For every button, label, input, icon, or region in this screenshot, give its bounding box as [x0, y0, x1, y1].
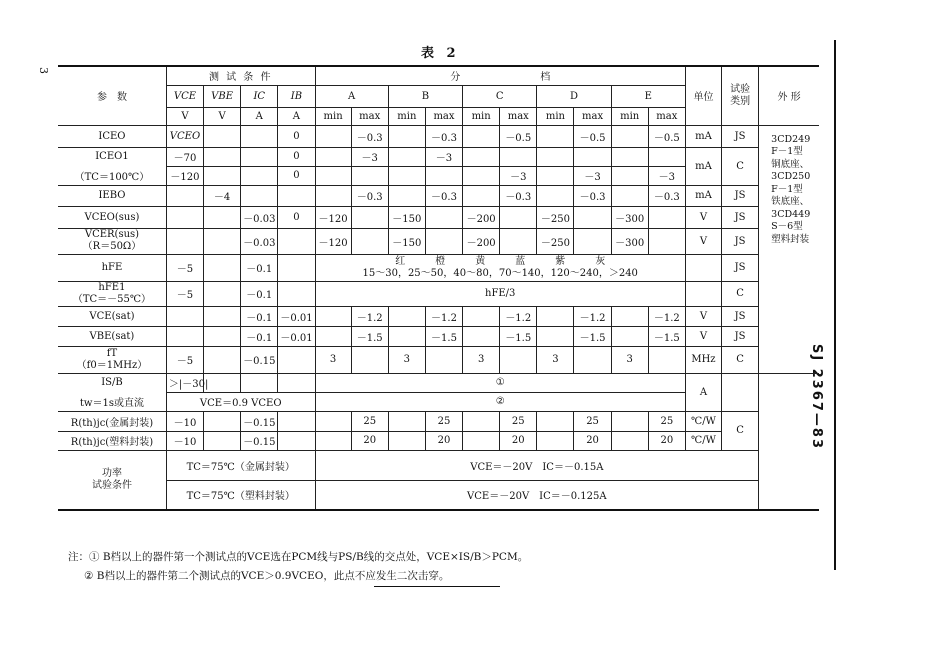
- unit-cell: V: [685, 206, 721, 228]
- grade-cell: －1.2: [351, 306, 388, 326]
- grade-cell: －1.5: [500, 326, 537, 346]
- unit-cell: [685, 281, 721, 306]
- cond-unit: A: [278, 107, 315, 125]
- cond-cell: －0.03: [241, 206, 278, 228]
- cond-cell: [241, 147, 278, 166]
- grade-cell: －0.5: [574, 125, 611, 147]
- grade-cell: －1.2: [500, 306, 537, 326]
- unit-cell: V: [685, 306, 721, 326]
- cond-cell: [278, 373, 315, 392]
- grade-cell: －150: [388, 228, 425, 254]
- max-label: max: [500, 107, 537, 125]
- param-cell: hFE: [58, 254, 166, 281]
- grade-cell: [388, 326, 425, 346]
- category-cell: [722, 373, 759, 411]
- table-row: [58, 281, 819, 306]
- cond-cell: [166, 185, 203, 206]
- cond-cell: －0.1: [241, 281, 278, 306]
- parameter-table: [58, 65, 819, 511]
- table-row: [58, 326, 819, 346]
- test-conditions-header: 测 试 条 件: [166, 66, 315, 85]
- grade-cell: [315, 166, 351, 185]
- grade-cell: [611, 147, 648, 166]
- cond-cell: [204, 281, 241, 306]
- min-label: min: [315, 107, 351, 125]
- cond-symbol: IC: [241, 85, 278, 107]
- max-label: max: [351, 107, 388, 125]
- grade-cell: －120: [315, 206, 351, 228]
- grade-cell: [611, 411, 648, 431]
- grade-cell: －120: [315, 228, 351, 254]
- grade-cell: [574, 228, 611, 254]
- param-cell: VCER(sus) （R＝50Ω）: [58, 228, 166, 254]
- table-row: [58, 411, 819, 431]
- grade-merged: ②: [315, 392, 685, 411]
- grade-cell: [315, 125, 351, 147]
- category-cell: JS: [722, 306, 759, 326]
- cond-cell: [278, 411, 315, 431]
- grade-cell: －250: [537, 228, 574, 254]
- grade-cell: 25: [648, 411, 685, 431]
- grade-cell: 25: [425, 411, 462, 431]
- end-rule: [374, 586, 500, 587]
- grade-cell: [537, 431, 574, 450]
- grade-cell: [351, 166, 388, 185]
- hfe-grade-cell: [315, 254, 685, 281]
- param-cell: VBE(sat): [58, 326, 166, 346]
- grade-letter: C: [463, 85, 537, 107]
- cond-cell: [204, 147, 241, 166]
- grade-cell: 3: [315, 346, 351, 373]
- cond-cell: [204, 306, 241, 326]
- grade-cell: [611, 166, 648, 185]
- grade-cell: －0.3: [500, 185, 537, 206]
- power-row: [58, 450, 819, 480]
- grade-cell: [315, 326, 351, 346]
- grade-cell: [463, 147, 500, 166]
- max-label: max: [574, 107, 611, 125]
- grade-cell: [351, 206, 388, 228]
- param-cell: ICEO: [58, 125, 166, 147]
- grade-cell: [315, 147, 351, 166]
- grade-cell: [315, 431, 351, 450]
- power-row: [58, 480, 819, 510]
- grade-letter: E: [611, 85, 685, 107]
- cond-symbol: VCE: [166, 85, 203, 107]
- grade-cell: [537, 147, 574, 166]
- category-cell: JS: [722, 254, 759, 281]
- cond-cell: [204, 254, 241, 281]
- cond-cell: －0.01: [278, 326, 315, 346]
- grade-merged: ①: [315, 373, 685, 392]
- cond-cell: 0: [278, 147, 315, 166]
- unit-cell: mA: [685, 185, 721, 206]
- grade-cell: －0.3: [648, 185, 685, 206]
- category-cell: JS: [722, 326, 759, 346]
- cond-cell: －0.15: [241, 346, 278, 373]
- unit-cell: A: [685, 373, 721, 411]
- min-label: min: [611, 107, 648, 125]
- unit-cell: ℃/W: [685, 411, 721, 431]
- grade-cell: －1.2: [574, 306, 611, 326]
- grade-cell: [388, 411, 425, 431]
- standard-code: SJ 2367—83: [809, 344, 824, 450]
- test-category-header: 试验 类别: [722, 66, 759, 125]
- grade-cell: [574, 147, 611, 166]
- binding-rule: [834, 40, 836, 570]
- param-cell: fT （f0＝1MHz）: [58, 346, 166, 373]
- grade-cell: [648, 228, 685, 254]
- grade-cell: －300: [611, 206, 648, 228]
- grade-cell: －1.5: [351, 326, 388, 346]
- grade-cell: [537, 166, 574, 185]
- grade-cell: [463, 411, 500, 431]
- power-label: 功率 试验条件: [58, 450, 166, 510]
- table-row: [58, 254, 819, 281]
- grade-cell: [388, 125, 425, 147]
- table-caption: 表 2: [421, 46, 460, 61]
- unit-cell: [685, 254, 721, 281]
- grade-cell: 20: [351, 431, 388, 450]
- min-label: min: [463, 107, 500, 125]
- min-label: min: [537, 107, 574, 125]
- grade-cell: －0.3: [351, 185, 388, 206]
- cond-cell: －0.1: [241, 306, 278, 326]
- grade-cell: [351, 346, 388, 373]
- cond-cell: －4: [204, 185, 241, 206]
- grade-cell: [611, 431, 648, 450]
- category-cell: JS: [722, 228, 759, 254]
- param-cell: ICEO1: [58, 147, 166, 166]
- cond-cell: －120: [166, 166, 203, 185]
- cond-cell: －0.1: [241, 254, 278, 281]
- cond-cell: VCEO: [166, 125, 203, 147]
- unit-header: 单位: [685, 66, 721, 125]
- max-label: max: [648, 107, 685, 125]
- table-row: [58, 228, 819, 254]
- cond-symbol: VBE: [204, 85, 241, 107]
- cond-cell: [241, 166, 278, 185]
- grade-cell: [315, 411, 351, 431]
- grade-cell: [388, 147, 425, 166]
- param-header: 参 数: [58, 66, 166, 125]
- cond-cell: －5: [166, 254, 203, 281]
- unit-cell: MHz: [685, 346, 721, 373]
- grade-cell: [388, 185, 425, 206]
- grade-cell: [500, 147, 537, 166]
- table-row: [58, 125, 819, 147]
- cond-cell: [204, 373, 241, 392]
- cond-cell: [166, 228, 203, 254]
- appearance-header: 外 形: [759, 66, 819, 125]
- grade-cell: [351, 228, 388, 254]
- cond-cell: －0.03: [241, 228, 278, 254]
- cond-cell: [278, 185, 315, 206]
- appearance-blank: [759, 373, 819, 510]
- grade-cell: [388, 166, 425, 185]
- grade-cell: [425, 228, 462, 254]
- cond-unit: A: [241, 107, 278, 125]
- notes: [68, 548, 528, 586]
- grade-cell: [648, 206, 685, 228]
- cond-cell: 0: [278, 206, 315, 228]
- grade-cell: 20: [574, 431, 611, 450]
- table-row: [58, 306, 819, 326]
- unit-cell: V: [685, 228, 721, 254]
- param-cell: （TC＝100℃）: [58, 166, 166, 185]
- cond-cell: －0.1: [241, 326, 278, 346]
- grade-cell: 25: [500, 411, 537, 431]
- cond-cell: 0: [278, 125, 315, 147]
- cond-symbol: IB: [278, 85, 315, 107]
- grade-cell: [500, 346, 537, 373]
- cond-merged: VCE＝0.9 VCEO: [166, 392, 315, 411]
- grade-cell: －3: [351, 147, 388, 166]
- grade-cell: [500, 206, 537, 228]
- grade-cell: －3: [648, 166, 685, 185]
- grade-cell: －1.5: [574, 326, 611, 346]
- cond-unit: V: [166, 107, 203, 125]
- cond-cell: [204, 125, 241, 147]
- cond-cell: －0.15: [241, 411, 278, 431]
- cond-cell: ＞|－30|: [166, 373, 203, 392]
- category-cell: C: [722, 281, 759, 306]
- grade-cell: [648, 147, 685, 166]
- grade-merged: hFE/3: [315, 281, 685, 306]
- cond-cell: [278, 346, 315, 373]
- grade-cell: [463, 431, 500, 450]
- grade-cell: [463, 185, 500, 206]
- cond-cell: [204, 206, 241, 228]
- grade-cell: －1.5: [425, 326, 462, 346]
- category-cell: C: [722, 346, 759, 373]
- cond-cell: [204, 346, 241, 373]
- header-row-1: [58, 66, 819, 85]
- grade-cell: －150: [388, 206, 425, 228]
- cond-cell: [204, 411, 241, 431]
- cond-cell: [278, 228, 315, 254]
- unit-cell: mA: [685, 125, 721, 147]
- grade-cell: 25: [351, 411, 388, 431]
- grade-cell: －200: [463, 228, 500, 254]
- cond-cell: －10: [166, 411, 203, 431]
- grade-cell: [388, 306, 425, 326]
- cond-cell: [204, 431, 241, 450]
- grade-cell: －3: [574, 166, 611, 185]
- cond-cell: [204, 166, 241, 185]
- grade-letter: A: [315, 85, 388, 107]
- grade-cell: [463, 326, 500, 346]
- grade-cell: 3: [611, 346, 648, 373]
- cond-cell: [241, 373, 278, 392]
- grade-cell: [611, 306, 648, 326]
- power-condition: TC＝75℃（塑料封装）: [166, 480, 315, 510]
- cond-cell: －0.01: [278, 306, 315, 326]
- param-cell: VCE(sat): [58, 306, 166, 326]
- category-cell: C: [722, 147, 759, 185]
- table-row: [58, 346, 819, 373]
- power-value: VCE＝－20V IC＝－0.125A: [315, 480, 759, 510]
- note-1: 注：① B档以上的器件第一个测试点的VCE选在PCM线与PS/B线的交点处，VCE×IS/B＞PCM。: [68, 551, 529, 563]
- grade-cell: [537, 125, 574, 147]
- table-row: [58, 185, 819, 206]
- param-cell: IS/B: [58, 373, 166, 392]
- grades-header: 分 档: [315, 66, 685, 85]
- param-cell: tw＝1s或直流: [58, 392, 166, 411]
- grade-cell: 3: [537, 346, 574, 373]
- unit-cell: V: [685, 326, 721, 346]
- grade-cell: [537, 411, 574, 431]
- category-cell: JS: [722, 206, 759, 228]
- grade-cell: －3: [425, 147, 462, 166]
- cond-cell: [241, 125, 278, 147]
- grade-cell: [315, 185, 351, 206]
- power-condition: TC＝75℃（金属封装）: [166, 450, 315, 480]
- grade-cell: －0.3: [425, 185, 462, 206]
- grade-cell: [611, 326, 648, 346]
- cond-cell: [278, 254, 315, 281]
- grade-letter: B: [388, 85, 462, 107]
- grade-cell: －3: [500, 166, 537, 185]
- param-cell: IEBO: [58, 185, 166, 206]
- grade-cell: －0.5: [500, 125, 537, 147]
- page-number: 3: [37, 67, 50, 74]
- grade-cell: [537, 185, 574, 206]
- grade-cell: －0.3: [351, 125, 388, 147]
- grade-cell: [425, 346, 462, 373]
- cond-cell: －70: [166, 147, 203, 166]
- grade-cell: 20: [648, 431, 685, 450]
- grade-cell: 3: [463, 346, 500, 373]
- grade-cell: [611, 125, 648, 147]
- grade-cell: [463, 125, 500, 147]
- param-cell: R(th)jc(金属封装): [58, 411, 166, 431]
- category-cell: C: [722, 411, 759, 450]
- hfe-color-codes: 红 橙 黄 蓝 紫 灰: [395, 255, 606, 267]
- grade-cell: [463, 306, 500, 326]
- grade-letter: D: [537, 85, 611, 107]
- grade-cell: －1.2: [425, 306, 462, 326]
- cond-cell: [166, 326, 203, 346]
- cond-unit: V: [204, 107, 241, 125]
- grade-cell: [500, 228, 537, 254]
- cond-cell: [241, 185, 278, 206]
- grade-cell: －0.5: [648, 125, 685, 147]
- grade-cell: [611, 185, 648, 206]
- grade-cell: 25: [574, 411, 611, 431]
- cond-cell: [204, 228, 241, 254]
- grade-cell: －0.3: [425, 125, 462, 147]
- unit-cell: mA: [685, 147, 721, 185]
- param-cell: VCEO(sus): [58, 206, 166, 228]
- grade-cell: [463, 166, 500, 185]
- grade-cell: [648, 346, 685, 373]
- hfe-ranges: 15～30，25～50，40～80，70～140，120～240，＞240: [362, 267, 638, 279]
- grade-cell: 3: [388, 346, 425, 373]
- category-cell: JS: [722, 185, 759, 206]
- grade-cell: －0.3: [574, 185, 611, 206]
- grade-cell: [574, 346, 611, 373]
- grade-cell: [388, 431, 425, 450]
- note-2: ② B档以上的器件第二个测试点的VCE＞0.9VCEO，此点不应发生二次击穿。: [84, 570, 450, 582]
- grade-cell: [537, 326, 574, 346]
- param-cell: R(th)jc(塑料封装): [58, 431, 166, 450]
- cond-cell: －0.15: [241, 431, 278, 450]
- cond-cell: [278, 431, 315, 450]
- grade-cell: －1.2: [648, 306, 685, 326]
- grade-cell: [425, 166, 462, 185]
- table-row: [58, 206, 819, 228]
- cond-cell: 0: [278, 166, 315, 185]
- appearance-cell: 3CD249 F－1型 铜底座、 3CD250 F－1型 铁底座、 3CD449 S－6型 塑料封装: [759, 125, 819, 373]
- grade-cell: [537, 306, 574, 326]
- param-cell: hFE1 （TC＝－55℃）: [58, 281, 166, 306]
- table-row: [58, 431, 819, 450]
- cond-cell: [166, 306, 203, 326]
- grade-cell: －200: [463, 206, 500, 228]
- grade-cell: [425, 206, 462, 228]
- power-value: VCE＝－20V IC＝－0.15A: [315, 450, 759, 480]
- grade-cell: [574, 206, 611, 228]
- table-row: [58, 373, 819, 392]
- cond-cell: [278, 281, 315, 306]
- grade-cell: －300: [611, 228, 648, 254]
- grade-cell: －250: [537, 206, 574, 228]
- grade-cell: 20: [500, 431, 537, 450]
- cond-cell: －10: [166, 431, 203, 450]
- max-label: max: [425, 107, 462, 125]
- unit-cell: ℃/W: [685, 431, 721, 450]
- cond-cell: －5: [166, 281, 203, 306]
- cond-cell: [204, 326, 241, 346]
- category-cell: JS: [722, 125, 759, 147]
- grade-cell: [315, 306, 351, 326]
- cond-cell: －5: [166, 346, 203, 373]
- grade-cell: －1.5: [648, 326, 685, 346]
- cond-cell: [166, 206, 203, 228]
- grade-cell: 20: [425, 431, 462, 450]
- table-row: [58, 147, 819, 166]
- min-label: min: [388, 107, 425, 125]
